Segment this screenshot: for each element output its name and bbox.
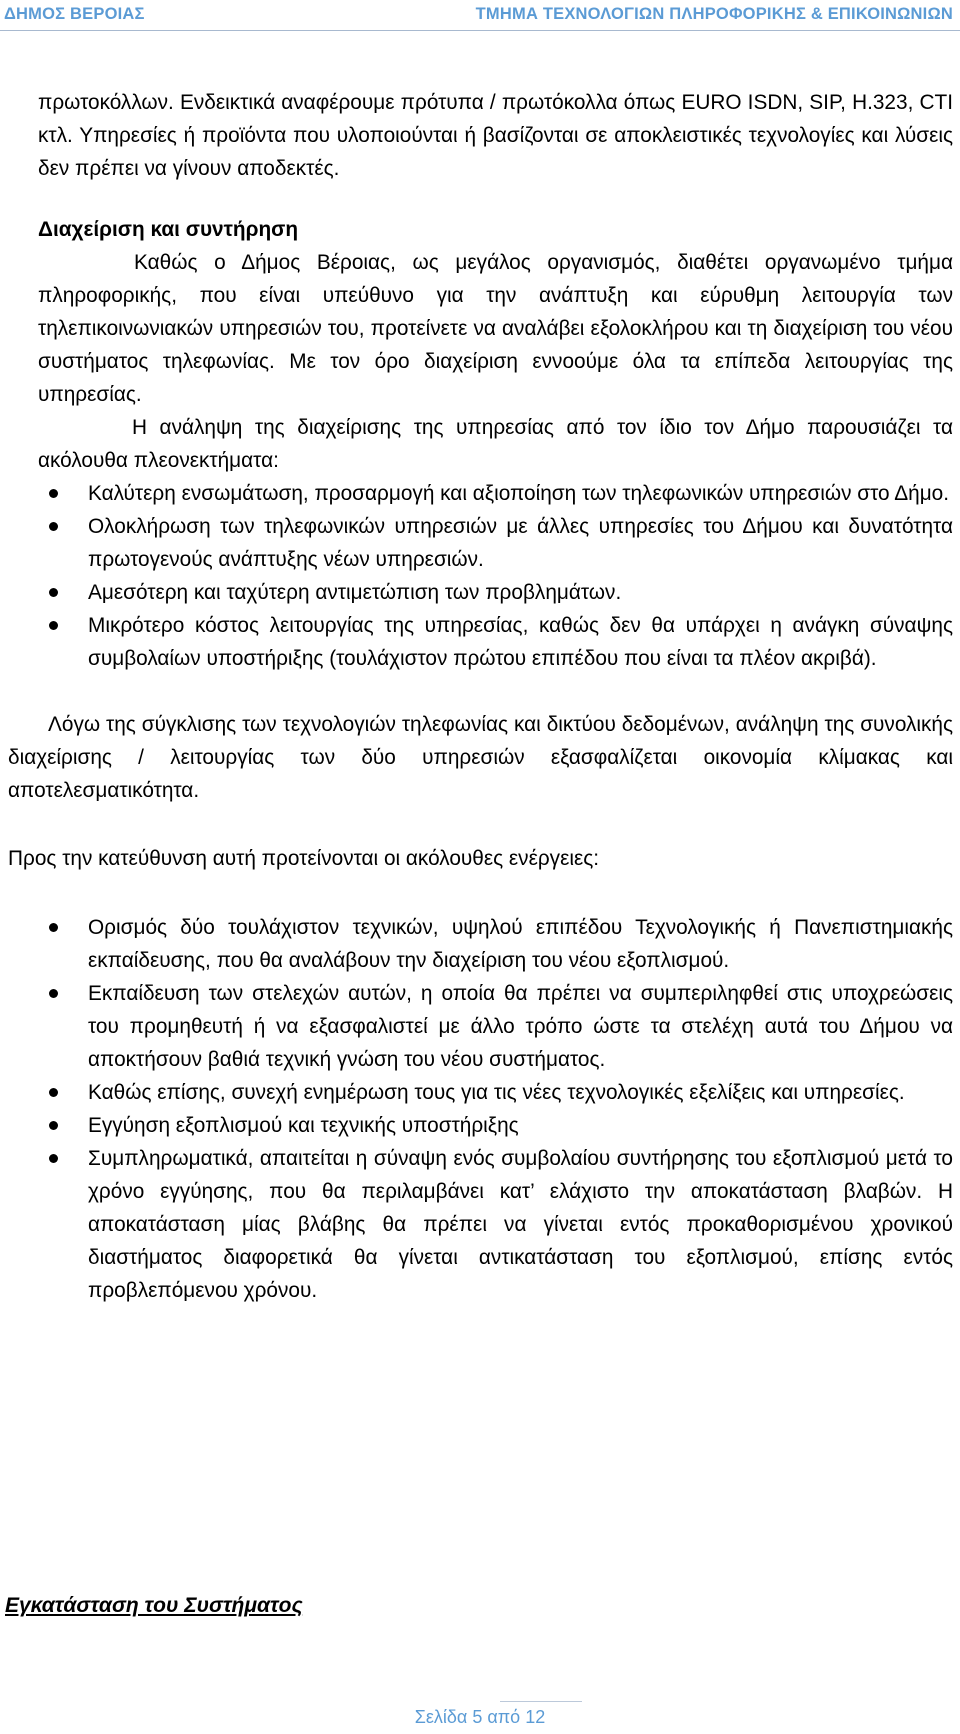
bullet-icon — [49, 1121, 58, 1130]
advantages-list — [8, 477, 953, 675]
page-header — [0, 0, 960, 31]
management-paragraph-1: Καθώς ο Δήμος Βέροιας, ως μεγάλος οργανισμός, διαθέτει οργανωμένο τμήμα πληροφορικής, που είναι υπεύθυνο για την ανάπτυξη και εύρυθμη λειτουργία των τηλεπικοινωνιακών υπηρεσιών του, προτείνετε να αναλάβει εξολοκλήρου και τη διαχείριση του νέου συστήματος τηλεφωνίας. Με τον όρο διαχείριση εννοούμε όλα τα επίπεδα λειτουργίας της υπηρεσίας. — [38, 251, 953, 406]
bullet-icon — [49, 489, 58, 498]
list-item-text: Εγγύηση εξοπλισμού και τεχνικής υποστήριξης — [88, 1114, 519, 1137]
list-item — [8, 911, 953, 977]
bullet-icon — [49, 522, 58, 531]
header-right: ΤΜΗΜΑ ΤΕΧΝΟΛΟΓΙΩΝ ΠΛΗΡΟΦΟΡΙΚΗΣ & ΕΠΙΚΟΙΝΩΝΙΩΝ — [475, 5, 953, 23]
actions-intro: Προς την κατεύθυνση αυτή προτείνονται οι ακόλουθες ενέργειες: — [8, 847, 600, 870]
bullet-icon — [49, 1154, 58, 1163]
list-item-text: Καλύτερη ενσωμάτωση, προσαρμογή και αξιοποίηση των τηλεφωνικών υπηρεσιών στο Δήμο. — [88, 482, 950, 505]
convergence-paragraph: Λόγω της σύγκλισης των τεχνολογιών τηλεφωνίας και δικτύου δεδομένων, ανάληψη της συνολικής διαχείρισης / λειτουργίας των δύο υπηρεσιών εξασφαλίζεται οικονομία κλίμακας και αποτελεσματικότητα. — [8, 713, 953, 802]
management-heading: Διαχείριση και συντήρηση — [38, 218, 299, 241]
list-item-text: Συμπληρωματικά, απαιτείται η σύναψη ενός συμβολαίου συντήρησης του εξοπλισμού μετά το χρόνο εγγύησης, που θα περιλαμβάνει κατ’ ελάχιστο την αποκατάσταση βλαβών. Η αποκατάσταση μίας βλάβης θα πρέπει να γίνεται εντός προκαθορισμένου χρονικού διαστήματος διαφορετικά θα γίνεται αντικατάσταση του εξοπλισμού, επίσης εντός προβλεπόμενου χρόνου. — [88, 1147, 953, 1302]
bullet-icon — [49, 989, 58, 998]
list-item — [8, 477, 953, 510]
list-item — [8, 1076, 953, 1109]
list-item — [8, 977, 953, 1076]
list-item-text: Μικρότερο κόστος λειτουργίας της υπηρεσίας, καθώς δεν θα υπάρχει η ανάγκη σύναψης συμβολαίων υποστήριξης (τουλάχιστον πρώτου επιπέδου που είναι τα πλέον ακριβά). — [88, 614, 953, 670]
bullet-icon — [49, 923, 58, 932]
list-item-text: Εκπαίδευση των στελεχών αυτών, η οποία θα πρέπει να συμπεριληφθεί στις υποχρεώσεις του προμηθευτή ή να εξασφαλιστεί με άλλο τρόπο ώστε τα στελέχη αυτά του Δήμου να αποκτήσουν βαθιά τεχνική γνώση του νέου συστήματος. — [88, 982, 953, 1071]
list-item — [8, 1142, 953, 1307]
bullet-icon — [49, 588, 58, 597]
list-item-text: Αμεσότερη και ταχύτερη αντιμετώπιση των προβλημάτων. — [88, 581, 622, 604]
list-item — [8, 1109, 953, 1142]
document-body — [8, 86, 953, 1307]
footer-divider — [500, 1701, 582, 1702]
section-title: Εγκατάσταση του Συστήματος — [5, 1594, 303, 1617]
list-item-text: Ολοκλήρωση των τηλεφωνικών υπηρεσιών με άλλες υπηρεσίες του Δήμου και δυνατότητα πρωτογενούς ανάπτυξης νέων υπηρεσιών. — [88, 515, 953, 571]
page-number: Σελίδα 5 από 12 — [414, 1707, 546, 1727]
list-item — [8, 609, 953, 675]
intro-paragraph: πρωτοκόλλων. Ενδεικτικά αναφέρουμε πρότυπα / πρωτόκολλα όπως EURO ISDN, SIP, H.323, CTI κτλ. Υπηρεσίες ή προϊόντα που υλοποιούνται ή βασίζονται σε αποκλειστικές τεχνολογίες και λύσεις δεν πρέπει να γίνουν αποδεκτές. — [38, 91, 953, 180]
list-item — [8, 576, 953, 609]
bullet-icon — [49, 1088, 58, 1097]
list-item-text: Καθώς επίσης, συνεχή ενημέρωση τους για τις νέες τεχνολογικές εξελίξεις και υπηρεσίες. — [88, 1081, 905, 1104]
list-item-text: Ορισμός δύο τουλάχιστον τεχνικών, υψηλού επιπέδου Τεχνολογικής ή Πανεπιστημιακής εκπαίδευσης, που θα αναλάβουν την διαχείριση του νέου εξοπλισμού. — [88, 916, 953, 972]
actions-list — [8, 911, 953, 1307]
header-left: ΔΗΜΟΣ ΒΕΡΟΙΑΣ — [4, 5, 145, 23]
list-item — [8, 510, 953, 576]
bullet-icon — [49, 621, 58, 630]
management-paragraph-2: Η ανάληψη της διαχείρισης της υπηρεσίας από τον ίδιο τον Δήμο παρουσιάζει τα ακόλουθα πλεονεκτήματα: — [38, 416, 953, 472]
